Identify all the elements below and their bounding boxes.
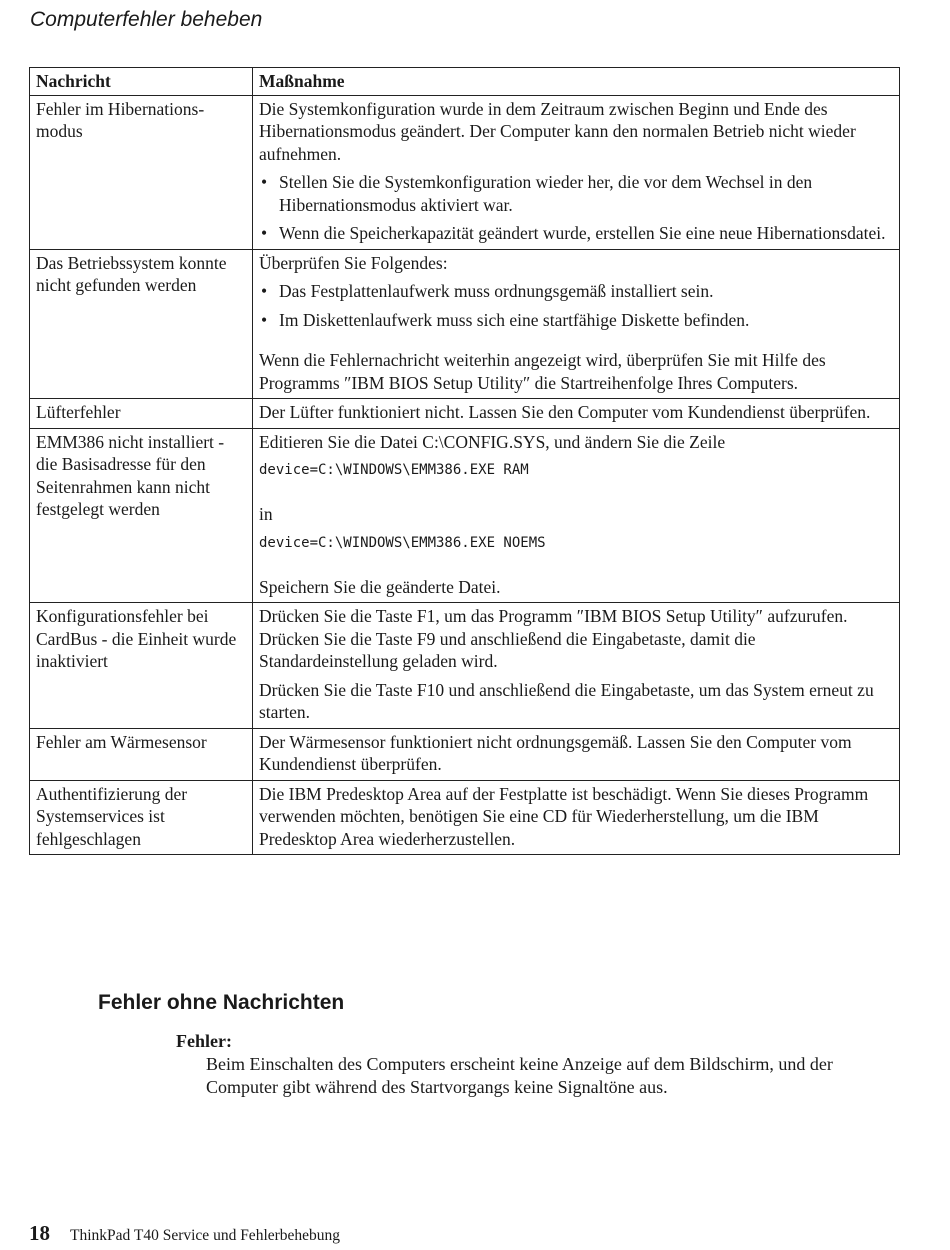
action-text: Der Lüfter funktioniert nicht. Lassen Sie den Computer vom Kundendienst überprüfen. <box>259 402 871 422</box>
message-cell: Konfigurationsfehler bei CardBus - die Einheit wurde inaktiviert <box>30 603 253 729</box>
table-row <box>30 603 900 729</box>
config-line-new: device=C:\WINDOWS\EMM386.EXE NOEMS <box>259 534 546 551</box>
action-text: Drücken Sie die Taste F10 und anschließend die Eingabetaste, um das System erneut zu starten. <box>259 679 874 722</box>
action-intro: Überprüfen Sie Folgendes: <box>259 252 448 273</box>
column-header-action: Maßnahme <box>253 68 900 96</box>
action-text: Drücken Sie die Taste F1, um das Programm ″IBM BIOS Setup Utility″ aufzurufen. Drücken Sie die Taste F9 und anschließend die Eingabetaste, damit die Standardeinstellung geladen wird. <box>259 606 848 671</box>
action-text: Die Systemkonfiguration wurde in dem Zeitraum zwischen Beginn und Ende des Hibernationsmodus geändert. Der Computer kann den normalen Betrieb nicht wieder aufnehmen. <box>259 98 856 164</box>
table-header-row <box>30 68 900 96</box>
action-text: Wenn die Fehlernachricht weiterhin angezeigt wird, überprüfen Sie mit Hilfe des Programms ″IBM BIOS Setup Utility″ die Startreihenfolge Ihres Computers. <box>259 350 826 393</box>
table-row <box>30 780 900 855</box>
table-row <box>30 399 900 429</box>
action-cell <box>253 95 900 249</box>
action-bullet: • Stellen Sie die Systemkonfiguration wieder her, die vor dem Wechsel in den Hibernationsmodus aktiviert war. <box>259 171 893 216</box>
message-cell: Fehler am Wärmesensor <box>30 728 253 780</box>
action-text: Speichern Sie die geänderte Datei. <box>259 576 501 597</box>
config-line-old: device=C:\WINDOWS\EMM386.EXE RAM <box>259 462 529 478</box>
table-row <box>30 95 900 249</box>
section-heading: Fehler ohne Nachrichten <box>98 991 345 1014</box>
action-bullet-list <box>259 280 893 331</box>
action-cell <box>253 780 900 855</box>
action-text: in <box>259 504 273 524</box>
page-number: 18 <box>29 1221 50 1245</box>
action-cell <box>253 399 900 429</box>
error-message-table <box>29 67 900 855</box>
definition-term: Fehler: <box>176 1031 232 1051</box>
action-text: Die IBM Predesktop Area auf der Festplatte ist beschädigt. Wenn Sie dieses Programm verwenden möchten, benötigen Sie eine CD für Wiederherstellung, um die IBM Predesktop Area wiederherzustellen. <box>259 783 869 849</box>
message-cell: Fehler im Hibernations-modus <box>30 95 253 249</box>
action-cell <box>253 728 900 780</box>
table-row <box>30 428 900 603</box>
table-row <box>30 728 900 780</box>
message-cell: Das Betriebssystem konnte nicht gefunden werden <box>30 249 253 399</box>
action-intro: Editieren Sie die Datei C:\CONFIG.SYS, und ändern Sie die Zeile <box>259 431 726 452</box>
message-cell: Lüfterfehler <box>30 399 253 429</box>
action-cell <box>253 603 900 729</box>
action-bullet: • Im Diskettenlaufwerk muss sich eine startfähige Diskette befinden. <box>259 309 893 332</box>
message-cell: Authentifizierung der Systemservices ist fehlgeschlagen <box>30 780 253 855</box>
page-footer <box>29 1221 340 1246</box>
table-row <box>30 249 900 399</box>
message-cell: EMM386 nicht installiert - die Basisadresse für den Seitenrahmen kann nicht festgelegt werden <box>30 428 253 603</box>
running-header: Computerfehler beheben <box>30 8 263 31</box>
book-title: ThinkPad T40 Service und Fehlerbehebung <box>70 1227 341 1244</box>
action-text: Der Wärmesensor funktioniert nicht ordnungsgemäß. Lassen Sie den Computer vom Kundendienst überprüfen. <box>259 731 852 774</box>
column-header-message: Nachricht <box>30 68 253 96</box>
action-bullet: • Wenn die Speicherkapazität geändert wurde, erstellen Sie eine neue Hibernationsdatei. <box>259 222 893 245</box>
action-bullet: • Das Festplattenlaufwerk muss ordnungsgemäß installiert sein. <box>259 280 893 303</box>
action-bullet-list <box>259 171 893 245</box>
action-cell <box>253 249 900 399</box>
action-cell <box>253 428 900 603</box>
definition-text: Beim Einschalten des Computers erscheint keine Anzeige auf dem Bildschirm, und der Computer gibt während des Startvorgangs keine Signaltöne aus. <box>206 1054 833 1097</box>
